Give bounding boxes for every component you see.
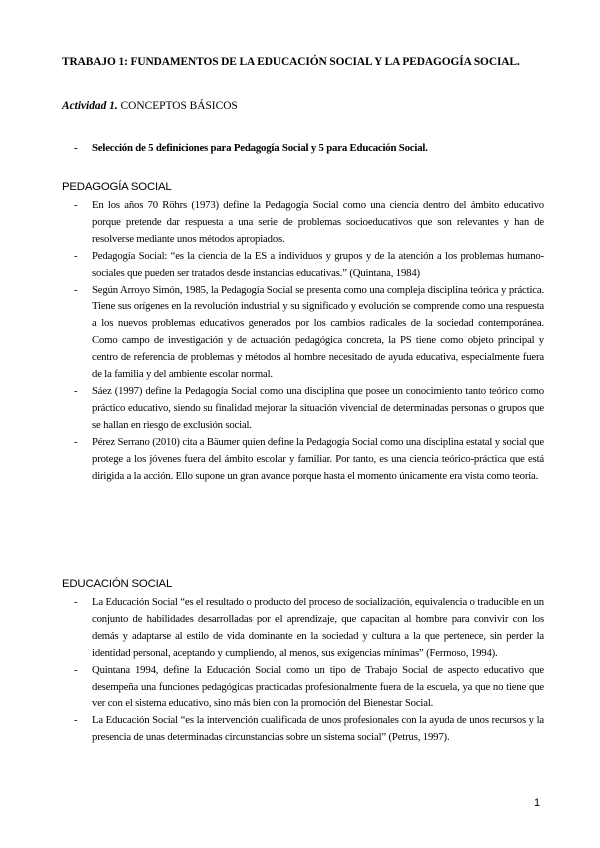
bullet-dash: -: [74, 596, 78, 608]
definition-text: Pérez Serrano (2010) cita a Bäumer quien define la Pedagogía Social como una disciplina estatal y social que protege a los jóvenes fuera del ámbito escolar y familiar. Por tanto, es una ciencia teórico-práctica que está dirigida a la acción. Ello supone un gran avance porque hasta el momento únicamente era vista como teoría.: [92, 435, 544, 482]
document-title: TRABAJO 1: FUNDAMENTOS DE LA EDUCACIÓN SOCIAL Y LA PEDAGOGÍA SOCIAL.: [62, 56, 520, 68]
activity-title: CONCEPTOS BÁSICOS: [120, 100, 238, 112]
activity-heading: [62, 100, 238, 112]
educacion-list: [74, 594, 544, 746]
bullet-dash: -: [74, 714, 78, 727]
bullet-dash: -: [74, 142, 78, 154]
selection-text: Selección de 5 definiciones para Pedagogía Social y 5 para Educación Social.: [92, 142, 428, 154]
educacion-heading: EDUCACIÓN SOCIAL: [62, 578, 173, 590]
page-number: 1: [534, 797, 541, 809]
list-item: [74, 594, 544, 662]
list-item: [74, 712, 544, 746]
list-item: [74, 434, 544, 485]
definition-text: En los años 70 Röhrs (1973) define la Pedagogía Social como una ciencia dentro del ámbito educativo porque pretende dar respuesta a una serie de problemas socioeducativos que son relevantes y han de resolverse mediante unos métodos apropiados.: [92, 199, 544, 245]
activity-label: Actividad 1.: [62, 100, 118, 112]
list-item: [74, 383, 544, 434]
list-item: [74, 197, 544, 248]
bullet-dash: -: [74, 249, 78, 262]
bullet-dash: -: [74, 435, 78, 448]
pedagogia-heading: PEDAGOGÍA SOCIAL: [62, 181, 172, 193]
definition-text: Pedagogía Social: “es la ciencia de la ES a individuos y grupos y de la atención a los problemas humano-sociales que pueden ser tratados desde instancias educativas.” (Quintana, 1984): [92, 249, 544, 279]
bullet-dash: -: [74, 663, 78, 676]
pedagogia-list: [74, 197, 544, 484]
list-item: [74, 662, 544, 713]
definition-text: La Educación Social “es la intervención cualificada de unos profesionales con la ayuda de unos recursos y la presencia de unas determinadas circunstancias sobre un sistema social” (Petrus, 1997).: [92, 714, 544, 744]
definition-text: La Educación Social “es el resultado o producto del proceso de socialización, equivalencia o traducible en un conjunto de habilidades desarrolladas por el aprendizaje, que capacitan al hombre para convivir con los demás y adaptarse al estilo de vida dominante en la sociedad y cultura a la que pertenece, sin perder la identidad personal, aceptando y cumpliendo, al menos, sus exigencias mínimas” (Fermoso, 1994).: [92, 596, 544, 659]
list-item: [74, 248, 544, 282]
bullet-dash: -: [74, 384, 78, 397]
bullet-dash: -: [74, 199, 78, 211]
bullet-dash: -: [74, 283, 78, 296]
definition-text: Quintana 1994, define la Educación Social como un tipo de Trabajo Social de aspecto educativo que desempeña una funciones pedagógicas practicadas profesionalmente fuera de la escuela, ya que no tiene que ver con el sistema educativo, sino más bien con la promoción del Bienestar Social.: [92, 663, 544, 710]
list-item: [74, 282, 544, 383]
definition-text: Según Arroyo Simón, 1985, la Pedagogía Social se presenta como una compleja disciplina teórica y práctica. Tiene sus orígenes en la revolución industrial y su significado y evolución se comprende como una respuesta a los nuevos problemas educativos generados por los cambios radicales de la sociedad contemporánea. Como campo de investigación y de actuación pedagógica concreta, la PS tiene como objeto principal y centro de referencia de problemas y métodos al hombre necesitado de ayuda educativa, especialmente fuera de la familia y del ambiente escolar normal.: [92, 283, 544, 381]
definition-text: Sáez (1997) define la Pedagogía Social como una disciplina que posee un conocimiento tanto teórico como práctico educativo, siendo su finalidad mejorar la situación vivencial de determinadas personas o grupos que se hallan en riesgo de exclusión social.: [92, 384, 544, 431]
